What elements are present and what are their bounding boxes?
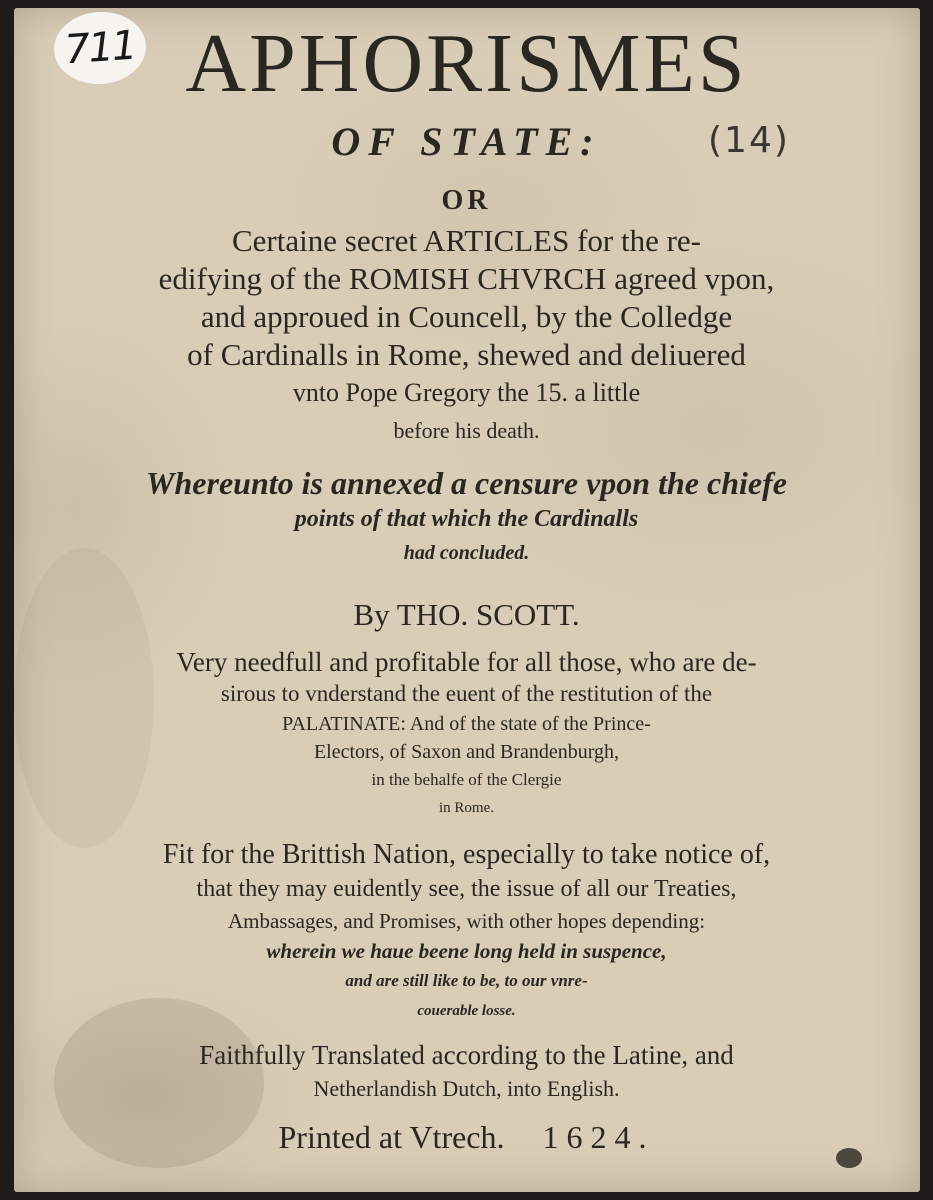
text-line: Fit for the Brittish Nation, especially to take notice of, (162, 839, 771, 870)
text-line: that they may euidently see, the issue of all our Treaties, (196, 876, 737, 902)
text-line: Netherlandish Dutch, into English. (313, 1076, 620, 1101)
main-title: APHORISMES (185, 17, 748, 110)
text-line: before his death. (393, 418, 540, 443)
handwritten-annotation: (14) (708, 120, 790, 161)
text-line: had concluded. (403, 542, 530, 564)
or-connector: OR (441, 185, 492, 216)
text-line: in Rome. (439, 800, 494, 816)
text-line: edifying of the ROMISH CHVRCH agreed vpon, (158, 261, 775, 296)
text-line: and are still like to be, to our vnre- (345, 971, 588, 990)
description-paragraph (0, 222, 933, 450)
text-line: and approued in Councell, by the Colledge (200, 299, 733, 334)
text-line: Very needfull and profitable for all those, who are de- (176, 647, 757, 677)
text-line: PALATINATE: And of the state of the Prince- (282, 713, 651, 735)
text-line: vnto Pope Gregory the 15. a little (292, 378, 641, 407)
text-line: sirous to vnderstand the euent of the restitution of the (220, 681, 713, 706)
text-line: wherein we haue beene long held in suspence, (266, 939, 667, 963)
nation-paragraph (0, 838, 933, 1026)
text-line: Ambassages, and Promises, with other hopes depending: (227, 909, 706, 933)
translation-paragraph (0, 1038, 933, 1106)
text-line: in the behalfe of the Clergie (371, 770, 562, 789)
imprint (0, 1120, 933, 1155)
ink-blot (836, 1148, 862, 1168)
purpose-paragraph (0, 646, 933, 822)
author-line: By THO. SCOTT. (353, 597, 580, 632)
subtitle: OF STATE: (331, 119, 602, 164)
imprint-year: 1624. (542, 1119, 655, 1155)
text-line: Faithfully Translated according to the Latine, and (199, 1040, 734, 1070)
text-line: Whereunto is annexed a censure vpon the chiefe (146, 465, 787, 501)
imprint-place: Printed at Vtrech. (278, 1119, 505, 1155)
text-line: of Cardinalls in Rome, shewed and deliuered (187, 337, 746, 372)
stamp-number: 711 (63, 22, 137, 74)
text-line: Certaine secret ARTICLES for the re- (232, 223, 701, 258)
annex-paragraph (0, 464, 933, 570)
text-line: couerable losse. (417, 1003, 516, 1019)
text-line: points of that which the Cardinalls (294, 506, 639, 532)
text-line: Electors, of Saxon and Brandenburgh, (313, 741, 620, 763)
